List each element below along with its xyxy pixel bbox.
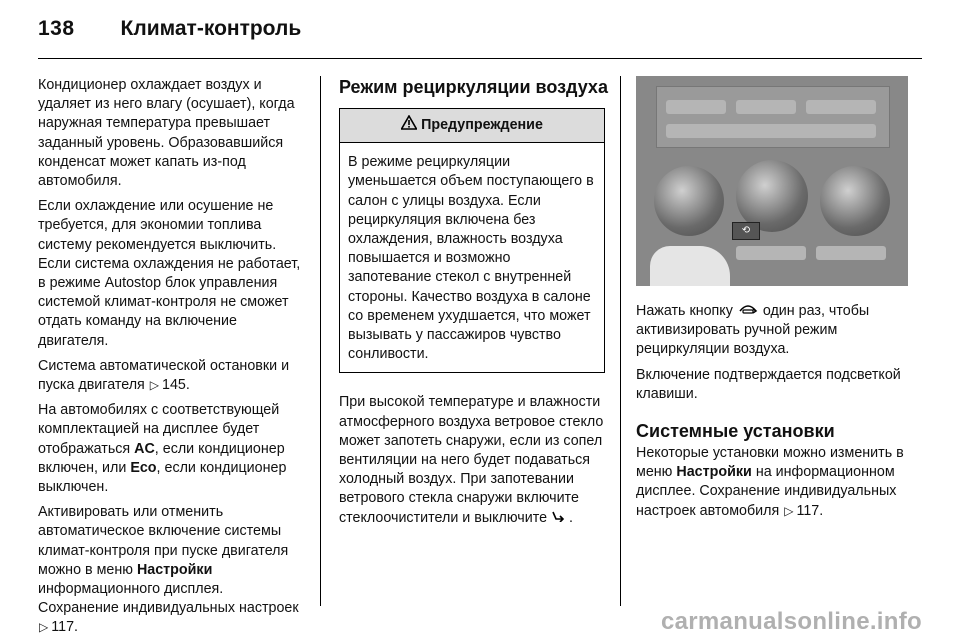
warning-box [339, 108, 605, 373]
paragraph: Активировать или отменить автоматическое включение системы климат-контроля при пуске двигателя можно в меню Настройки информационного дисплея. Сохранение индивидуальных настроек ▷ 117. [38, 503, 306, 637]
paragraph: Если охлаждение или осушение не требуется, для экономии топлива систему рекомендуется выключить. Если система охлаждения не работает, в режиме Autostop блок управления системой климат-контроля не сможет отдать команду на включение двигателя. [38, 198, 301, 349]
section-heading: Режим рециркуляции воздуха [339, 77, 608, 97]
paragraph: Включение подтверждается подсветкой клавиши. [636, 366, 901, 402]
column-divider [620, 76, 621, 606]
recirculation-off-icon [551, 510, 569, 526]
recirculation-icon [737, 303, 763, 319]
watermark: carmanualsonline.info [660, 608, 922, 635]
column-2 [339, 76, 608, 534]
warning-text: В режиме рециркуляции уменьшается объем поступающего в салон с улицы воздуха. Если рециркуляция включена без охлаждения, влажность воздуха повышается и возможно запотевание стекол с внутренней стороны. Качество воздуха в салоне со временем ухудшается, что может вызывать у пассажиров чувство сонливости. [348, 154, 594, 363]
page-ref-icon: ▷ [39, 620, 49, 635]
paragraph: Кондиционер охлаждает воздух и удаляет из него влагу (осушает), когда наружная температура превышает заданный уровень. Образовавшийся конденсат может капать из-под автомобиля. [38, 77, 295, 190]
column-1 [38, 76, 306, 644]
page-header [38, 14, 301, 44]
eco-indicator: Eco [130, 459, 157, 476]
page-number: 138 [38, 17, 75, 40]
header-rule [38, 58, 922, 59]
paragraph: Система автоматической остановки и пуска двигателя ▷ 145. [38, 357, 306, 395]
page-ref-icon: ▷ [149, 378, 159, 393]
climate-control-panel-photo [636, 76, 908, 286]
paragraph: При высокой температуре и влажности атмосферного воздуха ветровое стекло может запотеть снаружи, если из сопел вентиляции на него будет подаваться холодный воздух. При запотевании ветрового стекла снаружи включите стеклоочистители и выключите . [339, 394, 604, 526]
settings-menu-ref: Настройки [136, 561, 213, 578]
subsection-heading: Системные установки [636, 421, 835, 442]
page-ref[interactable]: 117. [796, 502, 824, 519]
ac-indicator: AC [134, 440, 155, 457]
column-3 [636, 76, 908, 527]
paragraph: На автомобилях с соответствующей комплектацией на дисплее будет отображаться AC, если кондиционер включен, или Eco, если кондиционер выключен. [38, 402, 287, 496]
paragraph: Нажать кнопку один раз, чтобы активизировать ручной режим рециркуляции воздуха. [636, 303, 870, 358]
warning-triangle-icon [401, 115, 417, 136]
warning-header [340, 109, 604, 143]
page-ref-icon: ▷ [784, 503, 794, 518]
warning-title: Предупреждение [421, 117, 543, 133]
page-title: Климат-контроль [120, 17, 302, 40]
settings-menu-ref: Настройки [676, 464, 752, 481]
page-ref[interactable]: 117. [51, 619, 78, 636]
page-ref[interactable]: 145. [162, 377, 190, 394]
recirculation-button-icon: ⟲ [732, 222, 760, 240]
paragraph: Некоторые установки можно изменить в меню Настройки на информационном дисплее. Сохранение индивидуальных настроек автомобиля ▷ 117. [636, 444, 908, 521]
column-divider [320, 76, 321, 606]
